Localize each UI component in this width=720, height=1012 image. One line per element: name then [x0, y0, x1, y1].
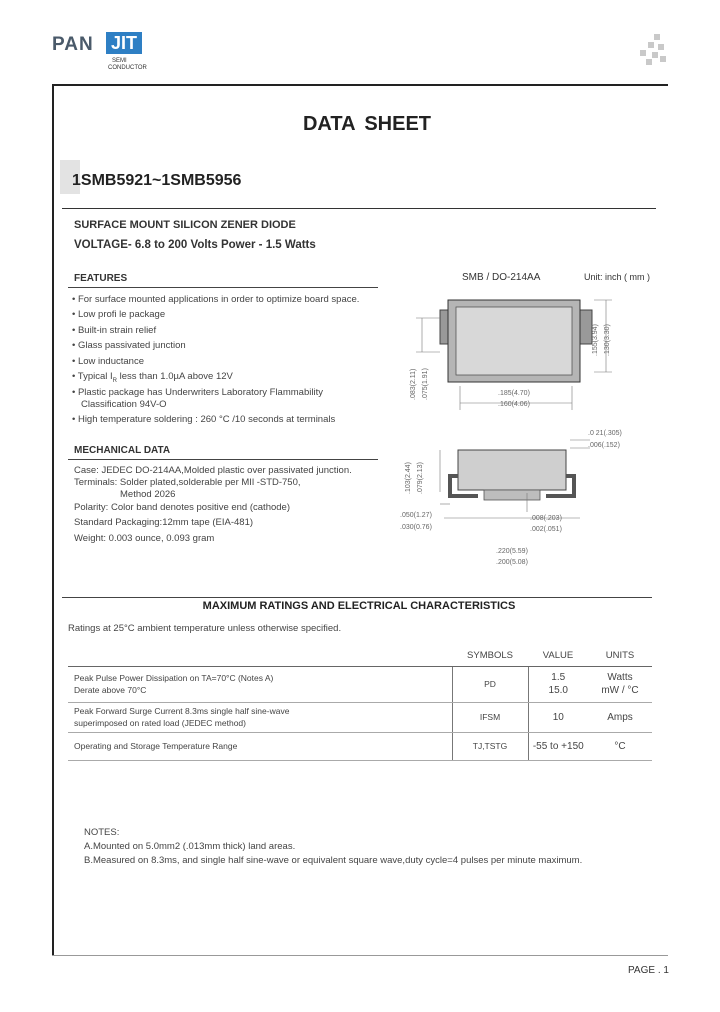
package-label: SMB / DO-214AA	[462, 272, 541, 283]
dimension-label: .030(0.76)	[400, 524, 432, 531]
logo-subtitle: SEMI CONDUCTOR	[108, 58, 147, 71]
row-description: Operating and Storage Temperature Range	[68, 732, 452, 760]
header-cell	[68, 646, 452, 666]
table-row	[68, 732, 652, 760]
part-number: 1SMB5921~1SMB5956	[72, 172, 242, 189]
note-a: A.Mounted on 5.0mm2 (.013mm thick) land areas.	[84, 841, 296, 852]
page-title: DATA SHEET	[302, 113, 432, 135]
dimension-label: .002(.051)	[530, 526, 562, 533]
footer-rule	[52, 955, 668, 956]
mechanical-line: Polarity: Color band denotes positive end (cathode)	[74, 502, 290, 513]
mechanical-line: Terminals: Solder plated,solderable per MIl -STD-750,	[74, 477, 301, 488]
product-subtitle: SURFACE MOUNT SILICON ZENER DIODE	[74, 219, 296, 231]
header-rule	[52, 84, 668, 86]
dimension-label: .185(4.70)	[498, 390, 530, 397]
feature-item: • Glass passivated junction	[72, 340, 186, 351]
dimension-label: .220(5.59)	[496, 548, 528, 555]
mechanical-line: Case: JEDEC DO-214AA,Molded plastic over passivated junction.	[74, 465, 352, 476]
logo-jit-badge: JIT	[106, 32, 142, 54]
feature-item: • Plastic package has Underwriters Laboratory Flammability	[72, 387, 323, 398]
page-number: PAGE . 1	[628, 965, 669, 976]
header-value: VALUE	[528, 646, 588, 666]
feature-item: • Built-in strain relief	[72, 325, 157, 336]
dimension-label: .006(.152)	[588, 442, 620, 449]
features-heading: FEATURES	[74, 273, 128, 284]
row-description: Peak Pulse Power Dissipation on TA=70°C (Notes A) Derate above 70°C	[68, 666, 452, 702]
row-symbol: IFSM	[452, 702, 528, 732]
feature-item: • Low inductance	[72, 356, 144, 367]
row-unit: °C	[588, 732, 652, 760]
header-units: UNITS	[588, 646, 652, 666]
dimension-label: .130(3.30)	[604, 324, 611, 356]
left-border	[52, 84, 54, 956]
mechanical-rule	[68, 459, 378, 460]
logo-pan-text: PAN	[52, 34, 94, 55]
dimension-label: .103(2.44)	[405, 462, 412, 494]
feature-item-continued: Classification 94V-O	[81, 399, 167, 410]
dimension-label: .075(1.91)	[422, 368, 429, 400]
ratings-note: Ratings at 25°C ambient temperature unless otherwise specified.	[68, 623, 342, 634]
ratings-table	[68, 646, 652, 761]
dimension-label: .155(3.94)	[592, 324, 599, 356]
mechanical-heading: MECHANICAL DATA	[74, 445, 171, 456]
features-rule	[68, 287, 378, 288]
ratings-title: MAXIMUM RATINGS AND ELECTRICAL CHARACTERISTICS	[202, 600, 516, 612]
header-symbols: SYMBOLS	[452, 646, 528, 666]
row-value: 1.5 15.0	[528, 666, 588, 702]
dimension-label: .083(2.11)	[410, 368, 417, 400]
dimension-label: .200(5.08)	[496, 559, 528, 566]
row-unit: Amps	[588, 702, 652, 732]
feature-item: • For surface mounted applications in order to optimize board space.	[72, 294, 360, 305]
row-unit: Watts mW / °C	[588, 666, 652, 702]
section-rule	[62, 208, 656, 209]
notes-block	[84, 826, 582, 868]
table-header-row	[68, 646, 652, 666]
dimension-label: .050(1.27)	[400, 512, 432, 519]
table-row	[68, 666, 652, 702]
ratings-rule	[62, 597, 652, 598]
notes-heading: NOTES:	[84, 827, 120, 838]
row-symbol: PD	[452, 666, 528, 702]
mechanical-line: Standard Packaging:12mm tape (EIA-481)	[74, 517, 254, 528]
decorative-squares-icon	[636, 34, 666, 66]
row-description: Peak Forward Surge Current 8.3ms single half sine-wave superimposed on rated load (JEDEC method)	[68, 702, 452, 732]
feature-item: • High temperature soldering : 260 °C /10 seconds at terminals	[72, 414, 336, 425]
dimension-label: .160(4.06)	[498, 401, 530, 408]
dimension-label: .079(2.13)	[417, 462, 424, 494]
note-b: B.Measured on 8.3ms, and single half sine-wave or equivalent square wave,duty cycle=4 pulses per minute maximum.	[84, 855, 583, 866]
row-value: 10	[528, 702, 588, 732]
unit-label: Unit: inch ( mm )	[584, 272, 651, 282]
row-symbol: TJ,TSTG	[452, 732, 528, 760]
dimension-label: .0 21(.305)	[588, 430, 622, 437]
mechanical-line: Method 2026	[120, 489, 176, 500]
row-value: -55 to +150	[528, 732, 588, 760]
dimension-label: .008(.203)	[530, 515, 562, 522]
feature-item-typical: • Typical $I_R$ less than 1.0µA above 12V	[72, 371, 233, 384]
voltage-power-line: VOLTAGE- 6.8 to 200 Volts Power - 1.5 Watts	[74, 239, 316, 251]
mechanical-line: Weight: 0.003 ounce, 0.093 gram	[74, 533, 215, 544]
feature-item: • Low profi le package	[72, 309, 166, 320]
table-row	[68, 702, 652, 732]
